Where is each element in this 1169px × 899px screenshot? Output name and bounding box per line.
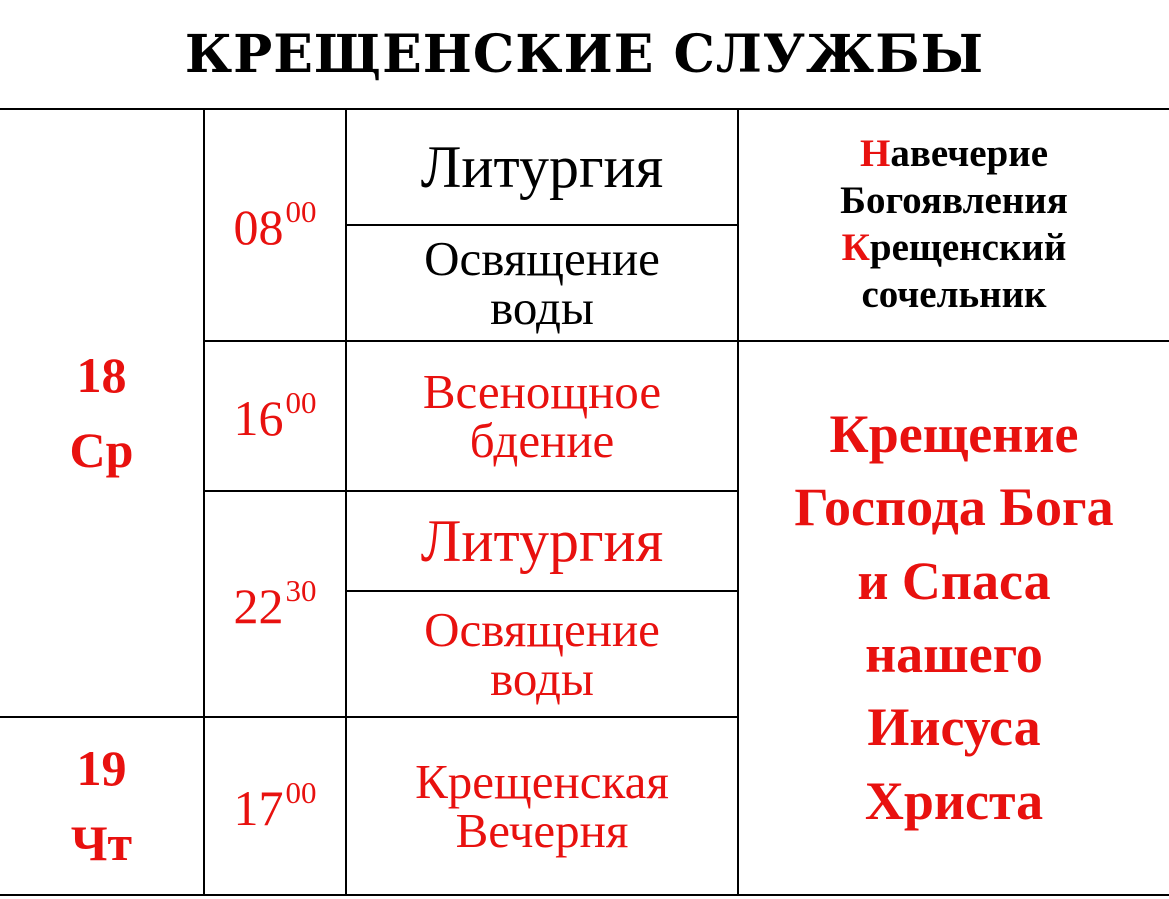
service-liturgy-night: Литургия	[346, 491, 738, 591]
feast-eve	[738, 109, 1169, 341]
day-weekday: Чт	[70, 815, 133, 871]
service-water-blessing-night	[346, 591, 738, 717]
day-number: 18	[76, 347, 127, 403]
feast-eve-line: Богоявления	[840, 179, 1068, 223]
service-line: воды	[490, 280, 594, 335]
time-cell	[204, 341, 346, 491]
feast-eve-line: рещенский	[869, 226, 1067, 269]
day-cell-18	[0, 109, 204, 717]
time-cell	[204, 491, 346, 717]
services-table	[0, 108, 1169, 896]
time-hour: 08	[233, 199, 284, 255]
service-line: Освящение	[424, 231, 660, 286]
time-minutes: 00	[285, 194, 317, 229]
service-water-blessing	[346, 225, 738, 341]
initial-letter: Н	[859, 132, 891, 176]
initial-letter: К	[841, 226, 870, 269]
feast-main-line: Крещение	[829, 403, 1079, 464]
feast-eve-line: авечерие	[890, 132, 1049, 176]
feast-main-line: и Спаса	[857, 550, 1051, 611]
service-line: Всенощное	[422, 364, 662, 419]
time-hour: 17	[233, 780, 284, 836]
time-cell	[204, 109, 346, 341]
feast-main-line: Господа Бога	[794, 477, 1114, 538]
time-hour: 22	[233, 578, 284, 634]
service-vigil	[346, 341, 738, 491]
day-cell-19	[0, 717, 204, 895]
day-number: 19	[76, 740, 127, 796]
service-liturgy: Литургия	[346, 109, 738, 225]
service-vespers	[346, 717, 738, 895]
feast-eve-line: сочельник	[861, 272, 1047, 316]
service-line: бдение	[469, 413, 615, 468]
time-minutes: 30	[285, 573, 317, 608]
time-minutes: 00	[285, 775, 317, 810]
service-line: Крещенская	[415, 754, 669, 809]
service-line: воды	[490, 651, 594, 706]
feast-main-line: Христа	[864, 770, 1044, 831]
time-hour: 16	[233, 390, 284, 446]
day-weekday: Ср	[69, 422, 134, 478]
feast-main	[738, 341, 1169, 895]
service-line: Освящение	[424, 602, 660, 657]
feast-main-line: нашего	[865, 624, 1043, 684]
time-cell	[204, 717, 346, 895]
service-line: Вечерня	[455, 803, 629, 858]
page-title: КРЕЩЕНСКИЕ СЛУЖБЫ	[184, 23, 985, 85]
time-minutes: 00	[285, 385, 317, 420]
feast-main-line: Иисуса	[867, 697, 1041, 758]
